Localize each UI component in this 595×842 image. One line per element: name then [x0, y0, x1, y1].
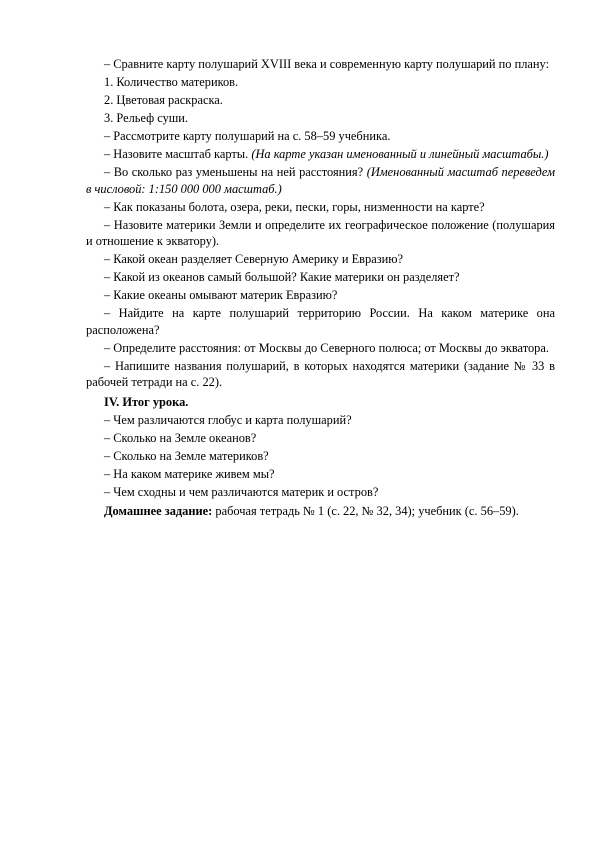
task-scale [86, 146, 555, 163]
section-heading: IV. Итог урока. [104, 394, 189, 409]
summary-question-1: – Чем различаются глобус и карта полушарий? [104, 412, 352, 427]
homework-text: рабочая тетрадь № 1 (с. 22, № 32, 34); учебник (с. 56–59). [212, 504, 519, 518]
plan-item-1: 1. Количество материков. [104, 75, 239, 89]
summary-question-3: – Сколько на Земле материков? [104, 448, 269, 463]
task-distances: – Определите расстояния: от Москвы до Северного полюса; от Москвы до экватора. [104, 340, 549, 355]
task-hemispheres: – Напишите названия полушарий, в которых находятся материки (задание № 33 в рабочей тетради на с. 22). [86, 358, 555, 389]
homework-label: Домашнее задание: [104, 504, 213, 518]
summary-question-2: – Сколько на Земле океанов? [104, 430, 257, 445]
task-compare-maps: – Сравните карту полушарий XVIII века и современную карту полушарий по плану: [104, 57, 550, 71]
plan-item-2: 2. Цветовая раскраска. [104, 93, 223, 107]
task-largest-ocean: – Какой из океанов самый большой? Какие материки он разделяет? [104, 270, 460, 284]
task-oceans-eurasia: – Какие океаны омывают материк Евразию? [104, 288, 338, 302]
task-view-map: – Рассмотрите карту полушарий на с. 58–59 учебника. [104, 129, 391, 143]
summary-question-4: – На каком материке живем мы? [104, 466, 275, 481]
task-reduction-answer: (Именованный масштаб переведем в числовой: 1:150 000 000 масштаб.) [86, 165, 555, 196]
task-scale-answer: (На карте указан именованный и линейный масштабы.) [251, 147, 549, 161]
task-reduction-question: – Во сколько раз уменьшены на ней расстояния? [104, 165, 367, 179]
task-ocean-divides: – Какой океан разделяет Северную Америку и Евразию? [104, 252, 404, 266]
task-map-symbols: – Как показаны болота, озера, реки, пески, горы, низменности на карте? [104, 199, 485, 214]
task-scale-question: – Назовите масштаб карты. [104, 147, 252, 161]
summary-question-5: – Чем сходны и чем различаются материк и остров? [104, 484, 379, 499]
task-russia: – Найдите на карте полушарий территорию России. На каком материке она расположена? [86, 306, 555, 337]
plan-item-3: 3. Рельеф суши. [104, 111, 189, 125]
task-reduction [86, 164, 555, 197]
homework [86, 503, 555, 520]
task-continents: – Назовите материки Земли и определите их географическое положение (полушария и отношение к экватору). [86, 217, 555, 248]
